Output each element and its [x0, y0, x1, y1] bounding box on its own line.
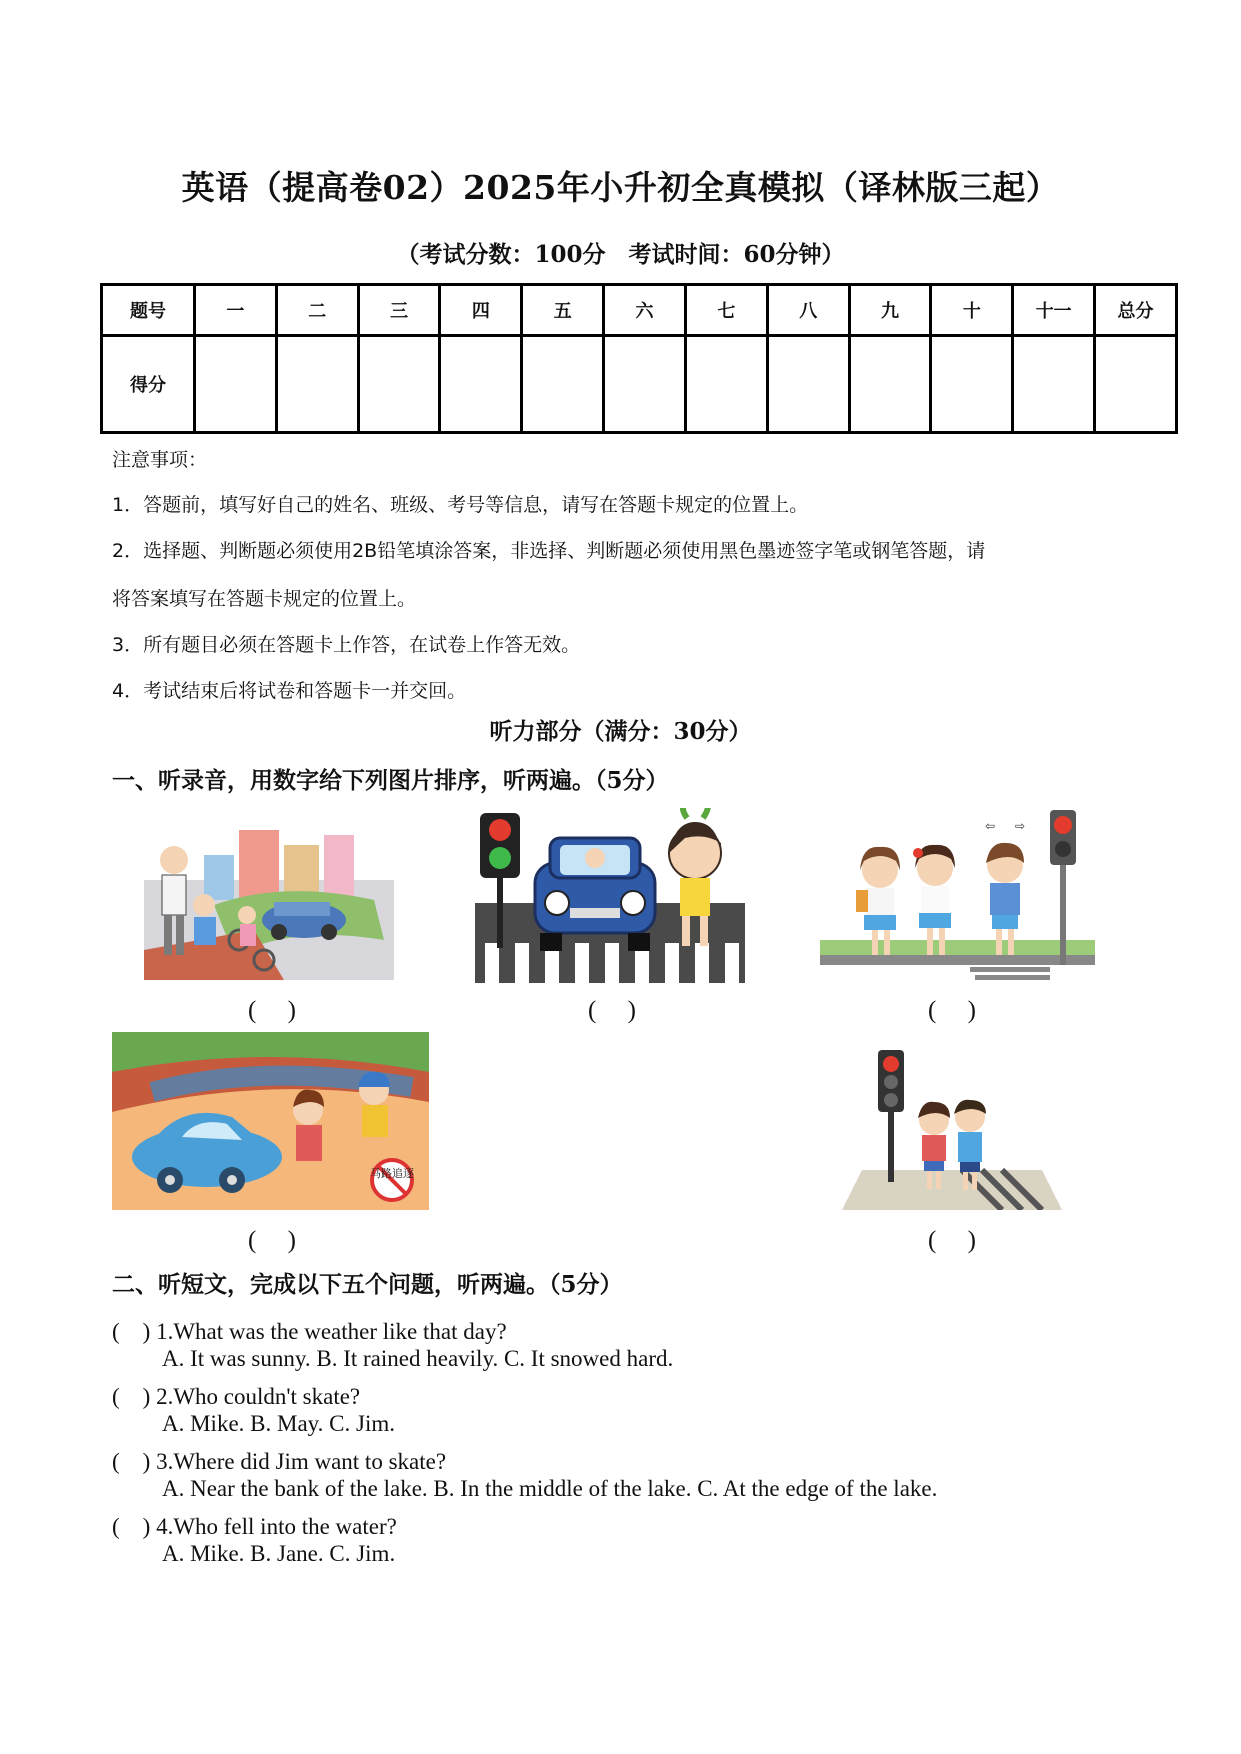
score-cell[interactable] [440, 336, 522, 433]
score-cell[interactable] [358, 336, 440, 433]
column-5: 五 [522, 285, 604, 336]
note-item: 3．所有题目必须在答题卡上作答，在试卷上作答无效。 [112, 634, 581, 656]
score-cell[interactable] [195, 336, 277, 433]
score-cell[interactable] [767, 336, 849, 433]
part1-heading: 一、听录音，用数字给下列图片排序，听两遍。（5分） [112, 767, 669, 794]
answer-blank[interactable]: ( ) [928, 1227, 976, 1254]
score-cell[interactable] [1095, 336, 1177, 433]
score-cell[interactable] [931, 336, 1013, 433]
score-cell[interactable] [685, 336, 767, 433]
answer-blank[interactable]: ( ) [248, 997, 296, 1024]
score-table-header-row [102, 285, 1177, 336]
column-11: 十一 [1013, 285, 1095, 336]
score-cell[interactable] [849, 336, 931, 433]
picture-two-kids-crosswalk [842, 1040, 1062, 1210]
question-4-options: A. Mike. B. Jane. C. Jim. [162, 1541, 396, 1566]
answer-blank[interactable]: ( ) [588, 997, 636, 1024]
svg-text:⇦: ⇦ [985, 819, 996, 833]
notes-heading: 注意事项： [112, 449, 208, 471]
score-cell[interactable] [276, 336, 358, 433]
score-table [100, 283, 1178, 434]
question-3-options: A. Near the bank of the lake. B. In the middle of the lake. C. At the edge of the lake. [162, 1476, 938, 1501]
note-item: 2．选择题、判断题必须使用2B铅笔填涂答案，非选择、判断题必须使用黑色墨迹签字笔或钢笔答题，请 [112, 540, 986, 562]
score-cell[interactable] [604, 336, 686, 433]
picture-car-crosswalk [475, 808, 745, 983]
part2-heading: 二、听短文，完成以下五个问题，听两遍。（5分） [112, 1271, 623, 1298]
column-7: 七 [685, 285, 767, 336]
question-1: ( ) 1.What was the weather like that day? [112, 1319, 507, 1344]
picture-kids-chasing-road [112, 1032, 429, 1210]
note-item: 1．答题前，填写好自己的姓名、班级、考号等信息，请写在答题卡规定的位置上。 [112, 494, 809, 516]
score-cell[interactable] [1013, 336, 1095, 433]
listening-heading: 听力部分（满分：30分） [489, 718, 752, 745]
question-4: ( ) 4.Who fell into the water? [112, 1514, 397, 1539]
exam-title: 英语（提高卷02）2025年小升初全真模拟（译林版三起） [181, 168, 1060, 207]
note-item: 将答案填写在答题卡规定的位置上。 [112, 588, 417, 610]
svg-text:⇨: ⇨ [1015, 819, 1026, 833]
column-total: 总分 [1095, 285, 1177, 336]
picture-family-street [144, 820, 394, 980]
question-2: ( ) 2.Who couldn't skate? [112, 1384, 361, 1409]
score-label: 得分 [102, 336, 195, 433]
question-2-options: A. Mike. B. May. C. Jim. [162, 1411, 395, 1436]
column-9: 九 [849, 285, 931, 336]
sign-text: 马路追逐 [370, 1167, 414, 1180]
column-10: 十 [931, 285, 1013, 336]
answer-blank[interactable]: ( ) [248, 1227, 296, 1254]
column-6: 六 [604, 285, 686, 336]
question-3: ( ) 3.Where did Jim want to skate? [112, 1449, 447, 1474]
column-1: 一 [195, 285, 277, 336]
score-table-score-row [102, 336, 1177, 433]
question-number-label: 题号 [102, 285, 195, 336]
question-1-options: A. It was sunny. B. It rained heavily. C. It snowed hard. [162, 1346, 674, 1371]
picture-kids-traffic-light [820, 805, 1095, 985]
note-item: 4．考试结束后将试卷和答题卡一并交回。 [112, 680, 467, 702]
score-cell[interactable] [522, 336, 604, 433]
column-8: 八 [767, 285, 849, 336]
exam-subtitle: （考试分数：100分 考试时间：60分钟） [396, 241, 845, 268]
column-4: 四 [440, 285, 522, 336]
column-3: 三 [358, 285, 440, 336]
column-2: 二 [276, 285, 358, 336]
answer-blank[interactable]: ( ) [928, 997, 976, 1024]
